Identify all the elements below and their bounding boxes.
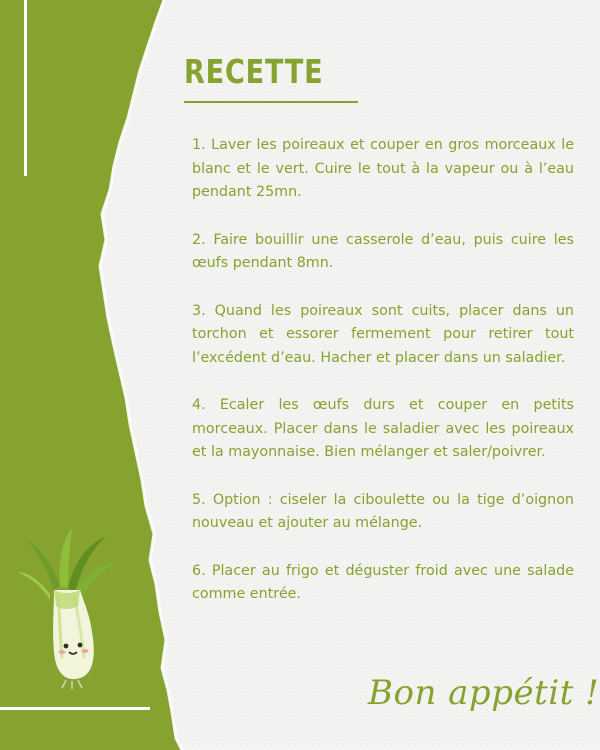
recipe-steps (192, 134, 574, 631)
recipe-step-1: 1. Laver les poireaux et couper en gros morceaux le blanc et le vert. Cuire le tout à la vapeur ou à l’eau pendant 25mn. (192, 137, 574, 200)
recipe-step-5: 5. Option : ciseler la ciboulette ou la tige d’oignon nouveau et ajouter au mélange. (192, 491, 574, 531)
title-underline (184, 101, 358, 103)
recipe-step-3: 3. Quand les poireaux sont cuits, placer dans un torchon et essorer fermement pour retirer tout l’excédent d’eau. Hacher et placer dans un saladier. (192, 302, 574, 366)
recipe-step-2: 2. Faire bouillir une casserole d’eau, puis cuire les œufs pendant 8mn. (192, 231, 574, 271)
decorative-vertical-line (24, 0, 27, 176)
recipe-step-4: 4. Ecaler les œufs durs et couper en petits morceaux. Placer dans le saladier avec les poireaux et la mayonnaise. Bien mélanger et saler/poivrer. (192, 397, 574, 460)
bon-appetit-signoff: Bon appétit ! (368, 673, 600, 713)
recipe-step-6: 6. Placer au frigo et déguster froid avec une salade comme entrée. (192, 562, 574, 602)
recipe-title: RECETTE (184, 52, 324, 91)
leek-mascot-icon (14, 520, 124, 690)
decorative-horizontal-line (0, 707, 150, 710)
